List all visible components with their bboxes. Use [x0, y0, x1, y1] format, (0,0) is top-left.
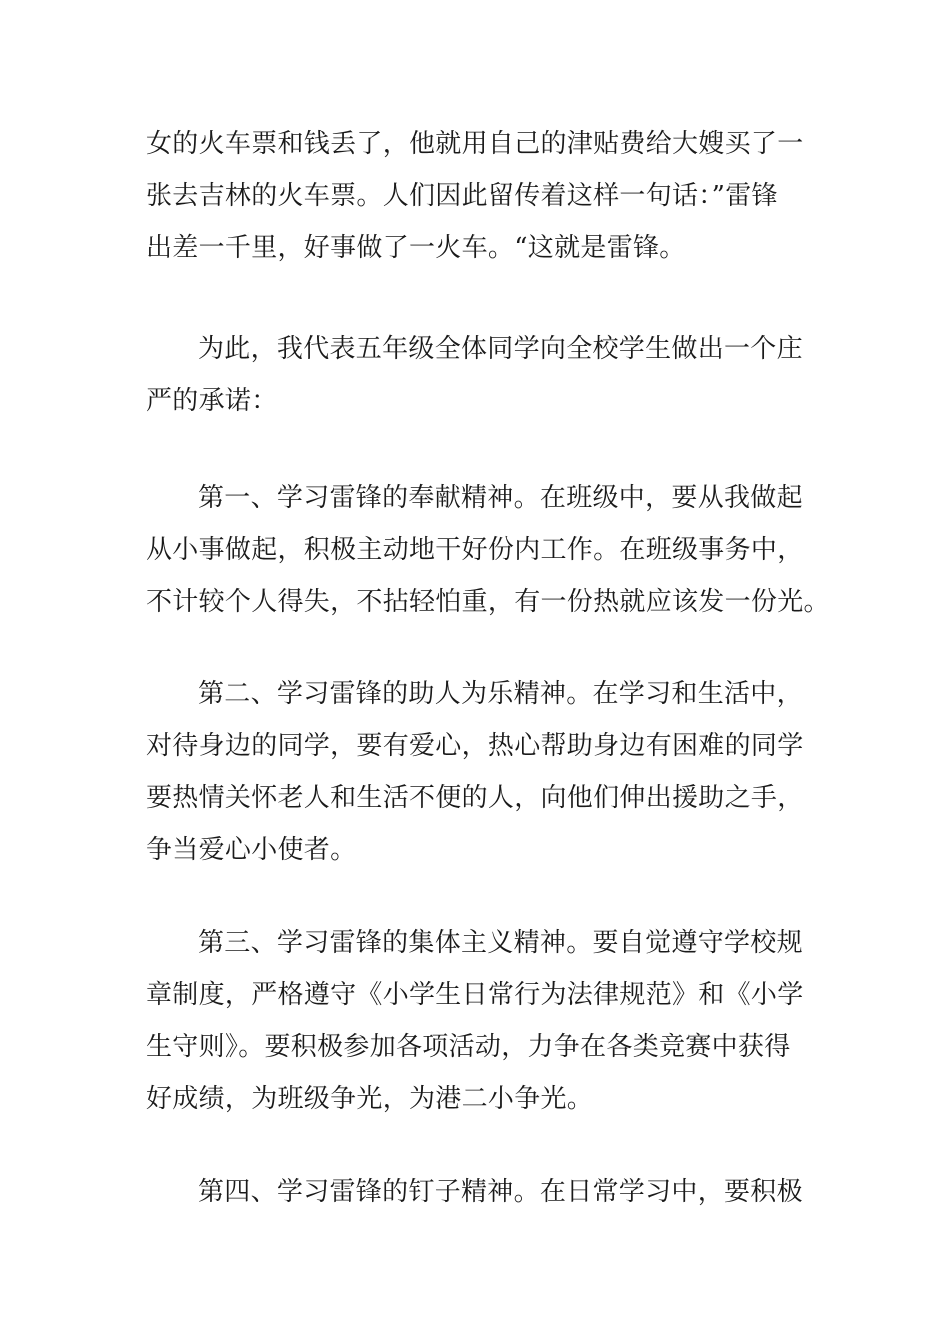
text-line: 章制度，严格遵守《小学生日常行为法律规范》和《小学 [146, 980, 804, 1010]
text-line: 从小事做起，积极主动地干好份内工作。在班级事务中， [146, 535, 804, 565]
text-line: 严的承诺： [146, 386, 278, 416]
text-line: 第四、学习雷锋的钉子精神。在日常学习中，要积极 [198, 1177, 803, 1207]
text-line: 好成绩，为班级争光，为港二小争光。 [146, 1084, 594, 1114]
text-line: 生守则》。要积极参加各项活动，力争在各类竞赛中获得 [146, 1032, 791, 1062]
paragraph-point-four [146, 1166, 810, 1218]
text-line: 张去吉林的火车票。人们因此留传着这样一句话：”雷锋 [146, 181, 778, 211]
text-line: 女的火车票和钱丢了，他就用自己的津贴费给大嫂买了一 [146, 129, 804, 159]
text-line: 第一、学习雷锋的奉献精神。在班级中，要从我做起 [198, 483, 803, 513]
text-line: 出差一千里，好事做了一火车。“这就是雷锋。 [146, 233, 686, 263]
text-line: 争当爱心小使者。 [146, 835, 357, 865]
paragraph-point-two [146, 668, 810, 876]
text-line: 对待身边的同学，要有爱心，热心帮助身边有困难的同学 [146, 731, 804, 761]
text-line: 要热情关怀老人和生活不便的人，向他们伸出援助之手， [146, 783, 804, 813]
paragraph-story-end [146, 118, 810, 274]
text-line: 不计较个人得失，不拈轻怕重，有一份热就应该发一份光。 [146, 587, 830, 617]
paragraph-promise-intro [146, 323, 810, 427]
text-line: 为此，我代表五年级全体同学向全校学生做出一个庄 [198, 334, 803, 364]
paragraph-point-three [146, 917, 810, 1125]
text-line: 第二、学习雷锋的助人为乐精神。在学习和生活中， [198, 679, 803, 709]
paragraph-point-one [146, 472, 830, 628]
text-line: 第三、学习雷锋的集体主义精神。要自觉遵守学校规 [198, 928, 803, 958]
